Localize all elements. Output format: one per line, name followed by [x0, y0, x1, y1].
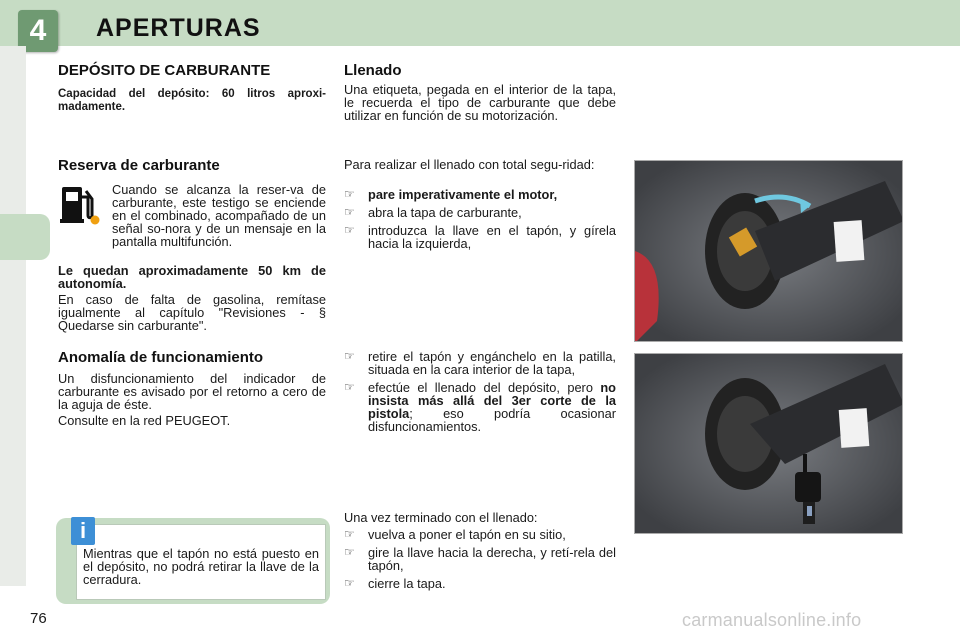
reserve-title: Reserva de carburante — [58, 157, 220, 174]
chapter-title: APERTURAS — [96, 14, 261, 42]
fuel-cap-key-illustration — [635, 161, 903, 342]
filling-title: Llenado — [344, 62, 402, 79]
list-item: ☞ introduzca la llave en el tapón, y gírela hacia la izquierda, — [344, 223, 616, 251]
malfunction-paragraph-1: Un disfuncionamiento del indicador de carburante es avisado por el retorno a cero de la aguja de éste. — [58, 371, 326, 412]
list-item: ☞ pare imperativamente el motor, — [344, 187, 558, 202]
info-text: Mientras que el tapón no está puesto en el depósito, no podrá retirar la llave de la cerradura. — [83, 546, 319, 587]
section-title: DEPÓSITO DE CARBURANTE — [58, 62, 271, 79]
steps-list-2 — [344, 350, 616, 438]
fuel-pump-icon — [58, 183, 102, 225]
after-intro: Una vez terminado con el llenado: — [344, 510, 538, 525]
chapter-number-badge: 4 — [18, 10, 58, 52]
steps-list-3 — [344, 528, 616, 595]
info-icon: i — [71, 517, 95, 545]
filling-intro: Una etiqueta, pegada en el interior de la tapa, le recuerda el tipo de carburante que debe utilizar en función de su motorización. — [344, 82, 616, 123]
list-item: ☞ gire la llave hacia la derecha, y retí-rela del tapón, — [344, 545, 616, 573]
fuel-cap-hanging-photo — [634, 353, 903, 534]
chapter-side-tab — [0, 214, 50, 260]
steps-list-1 — [344, 188, 616, 255]
left-rail — [0, 46, 26, 586]
info-box — [56, 518, 330, 604]
malfunction-title: Anomalía de funcionamiento — [58, 349, 264, 366]
info-box-inner — [76, 518, 326, 600]
fuel-cap-hanging-illustration — [635, 354, 903, 534]
reserve-paragraph-1-start — [112, 183, 326, 248]
reserve-autonomy: Le quedan aproximadamente 50 km de autonomía. — [58, 263, 326, 291]
list-item: ☞ retire el tapón y engánchelo en la patilla, situada en la cara interior de la tapa, — [344, 349, 616, 377]
list-item: ☞ vuelva a poner el tapón en su sitio, — [344, 527, 566, 542]
safety-intro: Para realizar el llenado con total segu-ridad: — [344, 157, 595, 172]
list-item: ☞ efectúe el llenado del depósito, pero no insista más allá del 3er corte de la pistola; eso podría ocasionar disfuncionamientos. — [344, 380, 616, 434]
malfunction-paragraph-2: Consulte en la red PEUGEOT. — [58, 413, 231, 428]
list-item: ☞ abra la tapa de carburante, — [344, 205, 522, 220]
list-item: ☞ cierre la tapa. — [344, 576, 446, 591]
warning-dot-icon — [91, 216, 100, 225]
reserve-paragraph-1: Cuando se alcanza la reser-va de carburante, este testigo se enciende en el combinado, acompañado de un señal so-nora y de un mensaje en la pantalla multifunción. — [112, 182, 326, 249]
page-number: 76 — [30, 610, 47, 627]
fuel-cap-key-photo — [634, 160, 903, 342]
watermark: carmanualsonline.info — [682, 610, 862, 630]
capacity-text: Capacidad del depósito: 60 litros aproxi-madamente. — [58, 88, 326, 113]
reserve-paragraph-3: En caso de falta de gasolina, remítase igualmente al capítulo "Revisiones - § Quedarse sin carburante". — [58, 292, 326, 333]
